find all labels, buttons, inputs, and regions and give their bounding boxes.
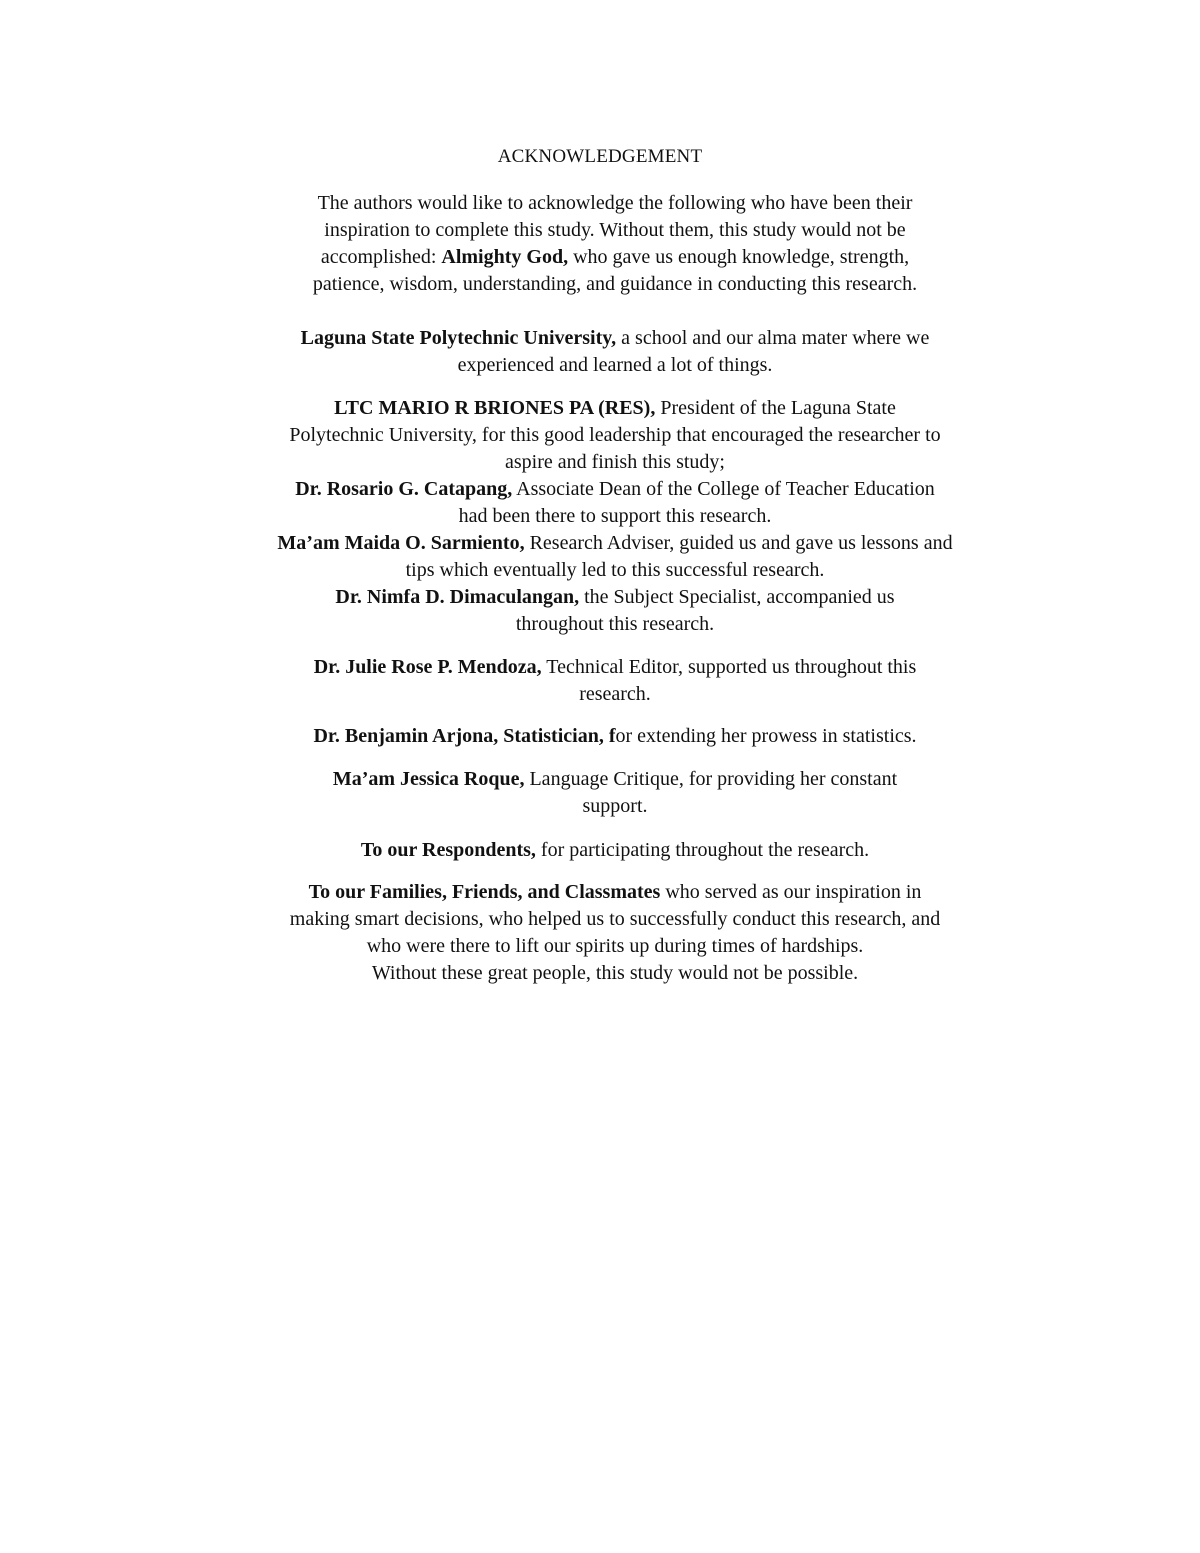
acknowledgee-name: Dr. Julie Rose P. Mendoza, <box>313 656 542 678</box>
page-title: ACKNOWLEDGEMENT <box>497 146 703 167</box>
intro-line: patience, wisdom, understanding, and guidance in conducting this research. <box>312 273 918 295</box>
acknowledgee-name: To our Families, Friends, and Classmates <box>308 881 661 903</box>
acknowledgement-text: making smart decisions, who helped us to successfully conduct this research, and <box>289 908 941 930</box>
acknowledgement-text: experienced and learned a lot of things. <box>457 354 773 376</box>
acknowledgement-respondents <box>200 837 1030 864</box>
acknowledgement-dean <box>200 476 1030 530</box>
acknowledgee-name: Ma’am Jessica Roque, <box>332 768 525 790</box>
acknowledgee-name: Dr. Nimfa D. Dimaculangan, <box>335 586 580 608</box>
acknowledgement-text: the Subject Specialist, accompanied us <box>579 586 895 608</box>
intro-text: who gave us enough knowledge, strength, <box>568 246 910 268</box>
acknowledgement-text: a school and our alma mater where we <box>616 327 930 349</box>
intro-line: The authors would like to acknowledge the following who have been their <box>317 192 913 214</box>
acknowledgee-name: Laguna State Polytechnic University, <box>300 327 617 349</box>
acknowledgement-text: or extending her prowess in statistics. <box>615 725 917 747</box>
acknowledgee-name: Ma’am Maida O. Sarmiento, <box>277 532 525 554</box>
acknowledgement-text: Technical Editor, supported us throughout this <box>541 656 917 678</box>
acknowledgee-name: To our Respondents, <box>360 839 536 861</box>
acknowledgement-text: research. <box>579 683 651 705</box>
acknowledgee-name: LTC MARIO R BRIONES PA (RES), <box>334 397 656 419</box>
acknowledgee-name: Almighty God, <box>441 246 569 268</box>
acknowledgement-editor <box>200 654 1030 708</box>
acknowledgement-text: who were there to lift our spirits up during times of hardships. <box>366 935 864 957</box>
acknowledgement-critique <box>200 766 1030 820</box>
acknowledgement-text: throughout this research. <box>515 613 715 635</box>
intro-paragraph <box>200 190 1030 298</box>
acknowledgee-name: Dr. Benjamin Arjona, Statistician, f <box>313 725 616 747</box>
acknowledgement-text: Language Critique, for providing her constant <box>524 768 898 790</box>
acknowledgement-text: support. <box>582 795 648 817</box>
acknowledgement-text: President of the Laguna State <box>655 397 896 419</box>
acknowledgement-lspu <box>200 325 1030 379</box>
intro-text: accomplished: <box>320 246 442 268</box>
intro-line <box>200 244 1030 271</box>
acknowledgement-president <box>200 395 1030 476</box>
closing-line: Without these great people, this study would not be possible. <box>371 962 859 984</box>
acknowledgement-text: aspire and finish this study; <box>505 451 725 473</box>
acknowledgement-families <box>200 879 1030 987</box>
acknowledgement-text: had been there to support this research. <box>458 505 772 527</box>
acknowledgement-specialist <box>200 584 1030 638</box>
acknowledgement-text: Research Adviser, guided us and gave us lessons and <box>524 532 953 554</box>
acknowledgement-text: who served as our inspiration in <box>660 881 922 903</box>
acknowledgement-adviser <box>200 530 1030 584</box>
acknowledgement-text: Polytechnic University, for this good leadership that encouraged the researcher to <box>289 424 941 446</box>
acknowledgement-text: for participating throughout the research. <box>535 839 870 861</box>
acknowledgee-name: Dr. Rosario G. Catapang, <box>295 478 513 500</box>
acknowledgement-text: tips which eventually led to this successful research. <box>405 559 825 581</box>
acknowledgement-text: Associate Dean of the College of Teacher Education <box>512 478 935 500</box>
acknowledgement-statistician <box>200 723 1030 750</box>
intro-line: inspiration to complete this study. Without them, this study would not be <box>324 219 906 241</box>
